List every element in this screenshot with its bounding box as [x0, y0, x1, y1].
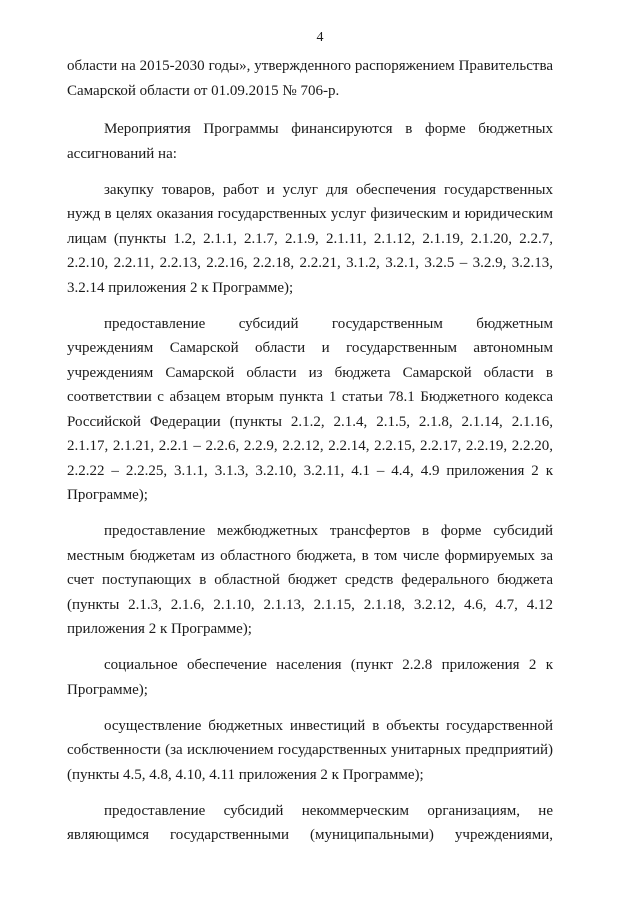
paragraph-budget-investments: осуществление бюджетных инвестиций в объекты государственной собственности (за исключением государственных унитарных предприятий) (пункты 4.5, 4.8, 4.10, 4.11 приложения 2 к Программе);	[67, 717, 553, 783]
paragraph-order-reference: области на 2015-2030 годы», утвержденного распоряжением Правительства Самарской области от 01.09.2015 № 706-р.	[67, 58, 553, 99]
paragraph-subsidies-nonprofit: предоставление субсидий некоммерческим организациям, не являющимся государственными (муниципальными) учреждениями,	[67, 802, 553, 843]
document-body	[67, 54, 553, 859]
page-number: 4	[316, 30, 324, 45]
paragraph-procurement: закупку товаров, работ и услуг для обеспечения государственных нужд в целях оказания государственных услуг физическим и юридическим лицам (пункты 1.2, 2.1.1, 2.1.7, 2.1.9, 2.1.11, 2.1.12, 2.1.19, 2.1.20, 2.2.7, 2.2.10, 2.2.11, 2.2.13, 2.2.16, 2.2.18, 2.2.21, 3.1.2, 3.2.1, 3.2.5 – 3.2.9, 3.2.13, 3.2.14 приложения 2 к Программе);	[67, 181, 553, 296]
paragraph-subsidies-institutions: предоставление субсидий государственным бюджетным учреждениям Самарской области и государственным автономным учреждениям Самарской области из бюджета Самарской области в соответствии с абзацем вторым пункта 1 статьи 78.1 Бюджетного кодекса Российской Федерации (пункты 2.1.2, 2.1.4, 2.1.5, 2.1.8, 2.1.14, 2.1.16, 2.1.17, 2.1.21, 2.2.1 – 2.2.6, 2.2.9, 2.2.12, 2.2.14, 2.2.15, 2.2.17, 2.2.19, 2.2.20, 2.2.22 – 2.2.25, 3.1.1, 3.1.3, 3.2.10, 3.2.11, 4.1 – 4.4, 4.9 приложения 2 к Программе);	[67, 315, 553, 503]
paragraph-financing-intro: Мероприятия Программы финансируются в форме бюджетных ассигнований на:	[67, 121, 553, 162]
paragraph-interbudget-transfers: предоставление межбюджетных трансфертов в форме субсидий местным бюджетам из областного бюджета, в том числе формируемых за счет поступающих в областной бюджет средств федерального бюджета (пункты 2.1.3, 2.1.6, 2.1.10, 2.1.13, 2.1.15, 2.1.18, 3.2.12, 4.6, 4.7, 4.12 приложения 2 к Программе);	[67, 523, 553, 637]
paragraph-social-security: социальное обеспечение населения (пункт 2.2.8 приложения 2 к Программе);	[67, 657, 553, 698]
